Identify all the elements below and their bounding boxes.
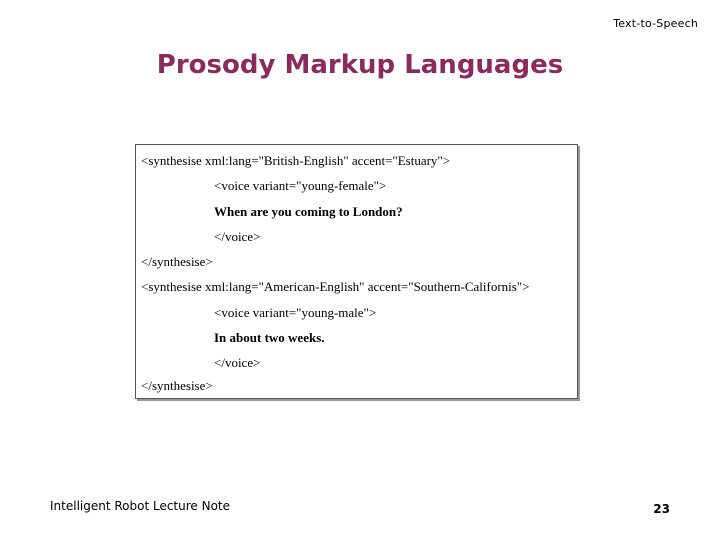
code-line-voice-close-2: </voice> bbox=[214, 355, 261, 370]
code-line-synthesise-open-british: <synthesise xml:lang="British-English" accent="Estuary"> bbox=[141, 153, 451, 168]
code-line-voice-open-female: <voice variant="young-female"> bbox=[214, 178, 387, 193]
slide-title: Prosody Markup Languages bbox=[156, 50, 564, 80]
code-line-utterance-weeks: In about two weeks. bbox=[214, 330, 325, 345]
page-number: 23 bbox=[653, 502, 670, 516]
code-line-voice-open-male: <voice variant="young-male"> bbox=[214, 305, 377, 320]
code-line-synthesise-close-2: </synthesise> bbox=[141, 378, 213, 393]
code-line-voice-close-1: </voice> bbox=[214, 229, 261, 244]
code-line-synthesise-open-american: <synthesise xml:lang="American-English" accent="Southern-Californis"> bbox=[141, 279, 530, 294]
code-line-synthesise-close-1: </synthesise> bbox=[141, 254, 213, 269]
footer-lecture-note: Intelligent Robot Lecture Note bbox=[50, 499, 231, 513]
code-line-utterance-london: When are you coming to London? bbox=[214, 204, 403, 219]
code-box bbox=[135, 144, 578, 399]
header-label: Text-to-Speech bbox=[613, 17, 698, 30]
